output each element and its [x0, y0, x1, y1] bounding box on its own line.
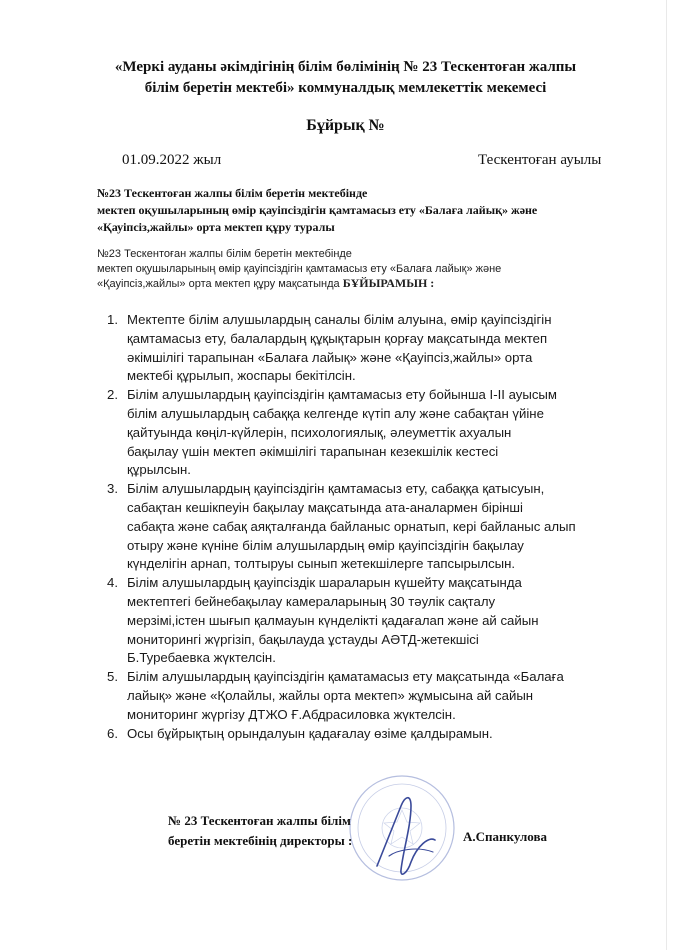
subject-line-3: «Қауіпсіз,жайлы» орта мектеп құру туралы: [97, 220, 335, 234]
list-item-text: [127, 480, 627, 574]
list-item: [107, 480, 627, 574]
list-item-text: [127, 311, 627, 386]
list-item: [107, 574, 627, 668]
list-item-line: әкімшілігі тарапынан «Балаға лайық» және «Қауіпсіз,жайлы» орта: [127, 349, 533, 365]
list-item-line: қамтамасыз ету, балалардың құқықтарын қорғау мақсатында мектеп: [127, 330, 548, 346]
list-item-line: Б.Туребаевка жүктелсін.: [127, 650, 276, 666]
list-item: [107, 386, 627, 480]
list-item-number: 4.: [107, 575, 118, 591]
preamble-line-3-text: «Қауіпсіз,жайлы» орта мектеп құру мақсатында: [97, 278, 340, 290]
list-item: [107, 668, 627, 724]
list-item-line: лайық» және «Қолайлы, жайлы орта мектеп» жұмысына ай сайын: [127, 687, 534, 703]
list-item-number: 5.: [107, 669, 118, 685]
list-item-number: 6.: [107, 725, 118, 741]
list-item-line: құрылсын.: [127, 462, 191, 478]
list-item-line: мониторинг жүргізу ДТЖО Ғ.Абдрасиловка жүктелсін.: [127, 706, 456, 722]
list-item-line: сабақтан кешікпеуін бақылау мақсатында ата-аналармен бірінші: [127, 499, 523, 515]
list-item-line: күнделігін арнап, толтыруы сынып жетекшілерге тапсырылсын.: [127, 556, 516, 572]
signature-line-1: № 23 Тескентоған жалпы білім: [168, 813, 351, 828]
subject-line-1: №23 Тескентоған жалпы білім беретін мектебінде: [97, 186, 368, 200]
list-item-number: 1.: [107, 312, 118, 327]
list-item-line: білім алушылардың сабаққа келгенде күтіп алу және сабақтан үйіне: [127, 405, 544, 421]
list-item-line: мектептегі бейнебақылау камераларының 30 тәулік сақталу: [127, 593, 496, 609]
list-item-line: Білім алушылардың қауіпсіздік шараларын күшейту мақсатында: [127, 575, 522, 591]
order-place: Тескентоған ауылы: [478, 152, 602, 168]
signature-block: [168, 811, 468, 851]
list-item-line: Білім алушылардың қауіпсіздігін қамтамасыз ету, сабаққа қатысуын,: [127, 481, 545, 497]
preamble-line-2: мектеп оқушыларының өмір қауіпсіздігін қамтамасыз ету «Балаға лайық» және: [97, 262, 502, 275]
scan-edge-line: [666, 0, 667, 950]
list-item-line: бақылау үшін мектеп әкімшілігі тарапынан кезекшілік кестесі: [127, 443, 499, 459]
list-item-text: [127, 668, 627, 724]
list-item: [107, 311, 627, 386]
list-item-line: мониторингі жүргізіп, бақылауда ұстауды АӘТД-жетекшісі: [127, 631, 479, 647]
header-line-1: «Меркі ауданы әкімдігінің білім бөлімінің № 23 Тескентоған жалпы: [114, 59, 577, 75]
list-item-line: Білім алушылардың қауіпсіздігін қаматамасыз ету мақсатында «Балаға: [127, 669, 564, 685]
order-preamble: [97, 247, 637, 292]
list-item-line: қайтуында көңіл-күйлерін, психологиялық, әлеуметтік ахуалын: [127, 424, 512, 440]
list-item-line: Білім алушылардың қауіпсіздігін қамтамасыз ету бойынша І-ІІ ауысым: [127, 387, 557, 403]
preamble-line-3: [97, 276, 637, 292]
list-item-number: 2.: [107, 387, 118, 403]
order-items-list: [107, 311, 627, 743]
institution-header: [0, 57, 691, 99]
list-item-line: сабақта және сабақ аяқталғанда байланыс орнатып, кері байланыс алып: [127, 518, 576, 534]
list-item-text: [127, 386, 627, 480]
list-item: [107, 725, 627, 744]
director-name: А.Спанкулова: [463, 829, 547, 844]
list-item-line: Мектепте білім алушылардың саналы білім алуына, өмір қауіпсіздігін: [127, 312, 552, 327]
order-title: Бұйрық №: [306, 117, 385, 134]
list-item-text: [127, 574, 627, 668]
order-subject: [97, 185, 637, 236]
order-date: 01.09.2022 жыл: [122, 152, 222, 168]
list-item-text: [127, 725, 627, 744]
list-item-line: Осы бұйрықтың орындалуын қадағалау өзіме қалдырамын.: [127, 725, 493, 741]
subject-line-2: мектеп оқушыларының өмір қауіпсіздігін қамтамасыз ету «Балаға лайық» және: [97, 203, 538, 217]
header-line-2: білім беретін мектебі» коммуналдық мемлекеттік мекемесі: [144, 80, 547, 96]
list-item-line: мектебі құрылып, жоспары бекітілсін.: [127, 368, 356, 384]
preamble-line-1: №23 Тескентоған жалпы білім беретін мектебінде: [97, 248, 352, 260]
signature-line-2: беретін мектебінің директоры :: [168, 833, 353, 848]
order-word: БҰЙЫРАМЫН :: [342, 276, 435, 290]
list-item-number: 3.: [107, 481, 118, 497]
list-item-line: отыру және күніне білім алушылардың өмір қауіпсіздігін бақылау: [127, 537, 524, 553]
list-item-line: мерзімі,істен шығып қалмауын күнделікті қадағалап және ай сайын: [127, 612, 539, 628]
